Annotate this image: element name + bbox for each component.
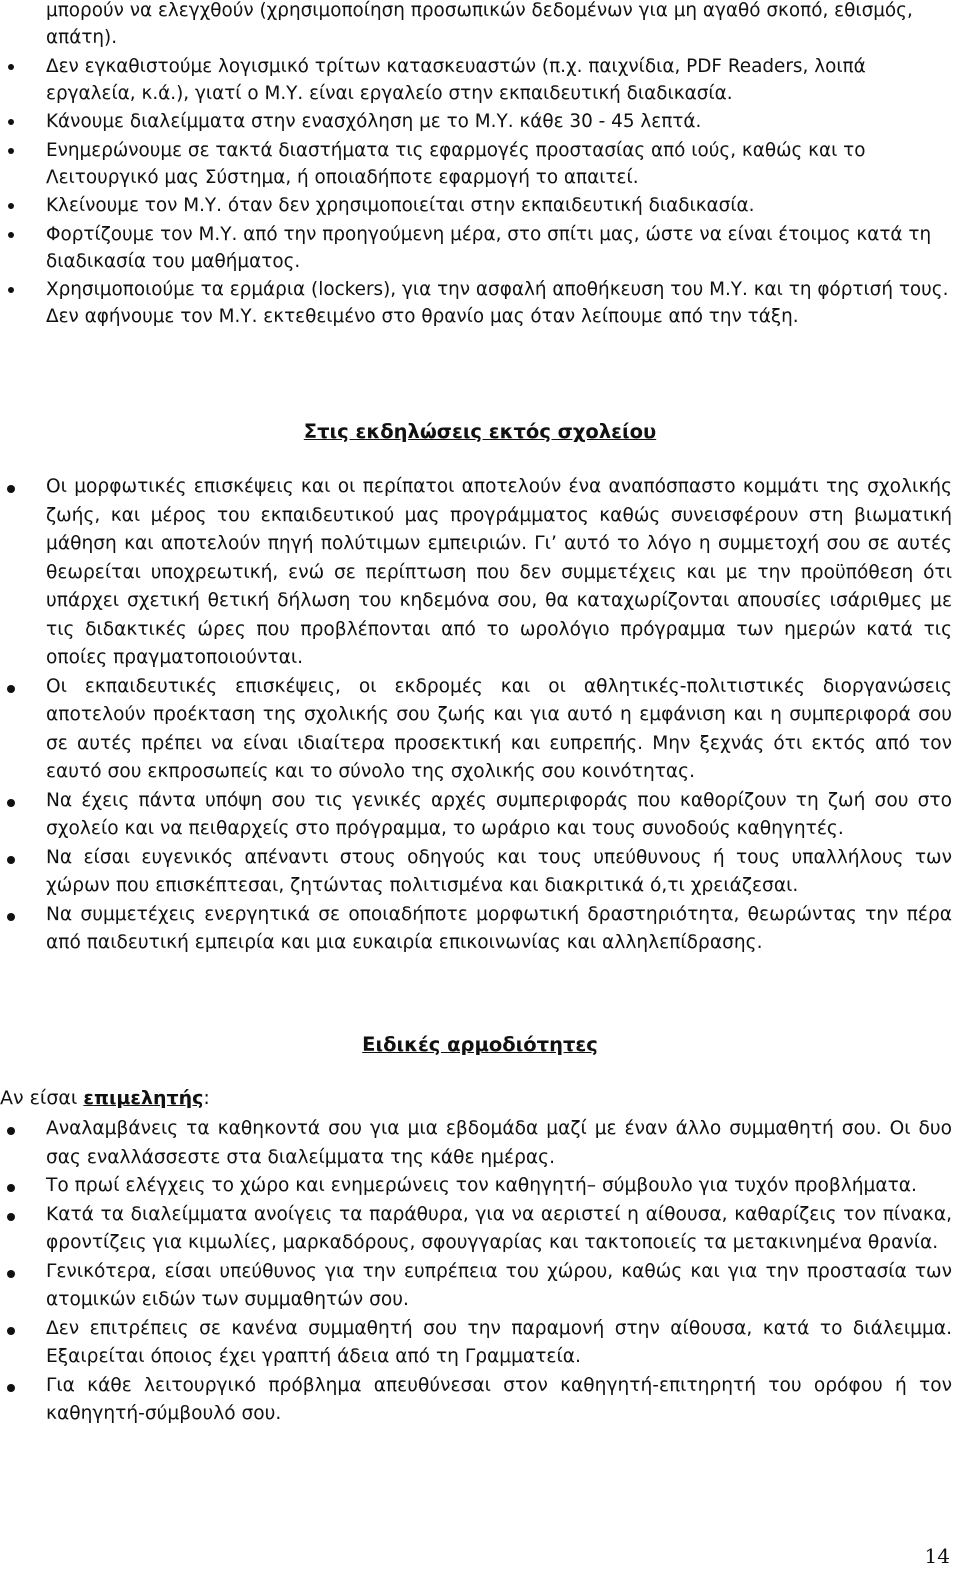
list-item: Φορτίζουμε τον Μ.Υ. από την προηγούμενη μέρα, στο σπίτι μας, ώστε να είναι έτοιμος κατά τη διαδικασία του μαθήματος.	[0, 221, 960, 275]
excursions-list	[0, 473, 960, 958]
list-item: Κάνουμε διαλείμματα στην ενασχόληση με το Μ.Υ. κάθε 30 - 45 λεπτά.	[0, 108, 960, 135]
list-item: Χρησιμοποιούμε τα ερμάρια (lockers), για την ασφαλή αποθήκευση του Μ.Υ. και τη φόρτισή τους. Δεν αφήνουμε τον Μ.Υ. εκτεθειμένο στο θρανίο μας όταν λείπουμε από την τάξη.	[0, 276, 960, 330]
list-item: Να έχεις πάντα υπόψη σου τις γενικές αρχές συμπεριφοράς που καθορίζουν τη ζωή σου στο σχολείο και να πειθαρχείς στο πρόγραμμα, το ωράριο και τους συνοδούς καθηγητές.	[0, 787, 960, 844]
list-item: Οι μορφωτικές επισκέψεις και οι περίπατοι αποτελούν ένα αναπόσπαστο κομμάτι της σχολικής ζωής, και μέρος του εκπαιδευτικού μας προγράμματος καθώς συνεισφέρουν στη βιωματική μάθηση και αποτελούν πηγή πολύτιμων εμπειριών. Γι’ αυτό το λόγο η συμμετοχή σου σε αυτές θεωρείται υποχρεωτική, ενώ σε περίπτωση που δεν συμμετέχεις και με την προϋπόθεση ότι υπάρχει σχετική θετική δήλωση του κηδεμόνα σου, θα καταχωρίζονται απουσίες ισάριθμες με τις διδακτικές ώρες που προβλέπονται από το ωρολόγιο πρόγραμμα των ημερών κατά τις οποίες πραγματοποιούνται.	[0, 473, 960, 673]
duties-list	[0, 1115, 960, 1429]
list-item: Δεν εγκαθιστούμε λογισμικό τρίτων κατασκευαστών (π.χ. παιχνίδια, PDF Readers, λοιπά εργαλεία, κ.ά.), γιατί ο Μ.Υ. είναι εργαλείο στην εκπαιδευτική διαδικασία.	[0, 53, 960, 107]
list-item: Δεν επιτρέπεις σε κανένα συμμαθητή σου την παραμονή στην αίθουσα, κατά το διάλειμμα. Εξαιρείται όποιος έχει γραπτή άδεια από τη Γραμματεία.	[0, 1315, 960, 1372]
intro-role: επιμελητής	[83, 1087, 204, 1109]
list-item: μπορούν να ελεγχθούν (χρησιμοποίηση προσωπικών δεδομένων για μη αγαθό σκοπό, εθισμός, απάτη).	[46, 0, 913, 48]
duties-intro	[0, 1087, 210, 1109]
list-item: Γενικότερα, είσαι υπεύθυνος για την ευπρέπεια του χώρου, καθώς και για την προστασία των ατομικών ειδών των συμμαθητών σου.	[0, 1258, 960, 1315]
rules-list-top	[0, 0, 960, 332]
intro-prefix: Αν είσαι	[0, 1087, 84, 1109]
list-item: Ενημερώνουμε σε τακτά διαστήματα τις εφαρμογές προστασίας από ιούς, καθώς και το Λειτουργικό μας Σύστημα, ή οποιαδήποτε εφαρμογή το απαιτεί.	[0, 137, 960, 191]
list-item: Το πρωί ελέγχεις το χώρο και ενημερώνεις τον καθηγητή– σύμβουλο για τυχόν προβλήματα.	[0, 1172, 960, 1201]
list-item: Κλείνουμε τον Μ.Υ. όταν δεν χρησιμοποιείται στην εκπαιδευτική διαδικασία.	[0, 192, 960, 219]
list-item: Να είσαι ευγενικός απέναντι στους οδηγούς και τους υπεύθυνους ή τους υπαλλήλους των χώρων που επισκέπτεσαι, ζητώντας πολιτισμένα και διακριτικά ό,τι χρειάζεσαι.	[0, 844, 960, 901]
list-item: Κατά τα διαλείμματα ανοίγεις τα παράθυρα, για να αεριστεί η αίθουσα, καθαρίζεις τον πίνακα, φροντίζεις για κιμωλίες, μαρκαδόρους, σφουγγαρίας και τακτοποιείς τα μετακινημένα θρανία.	[0, 1201, 960, 1258]
section-heading-duties: Ειδικές αρμοδιότητες	[362, 1033, 598, 1056]
list-item: Για κάθε λειτουργικό πρόβλημα απευθύνεσαι στον καθηγητή-επιτηρητή του ορόφου ή τον καθηγητή-σύμβουλό σου.	[0, 1372, 960, 1429]
section-heading-excursions: Στις εκδηλώσεις εκτός σχολείου	[303, 420, 657, 443]
list-item: Να συμμετέχεις ενεργητικά σε οποιαδήποτε μορφωτική δραστηριότητα, θεωρώντας την πέρα από παιδευτική εμπειρία και μια ευκαιρία επικοινωνίας και αλληλεπίδρασης.	[0, 901, 960, 958]
page-number: 14	[924, 1544, 950, 1568]
list-item: Αναλαμβάνεις τα καθηκοντά σου για μια εβδομάδα μαζί με έναν άλλο συμμαθητή σου. Οι δυο σας εναλλάσσεστε στα διαλείμματα της κάθε ημέρας.	[0, 1115, 960, 1172]
list-item: Οι εκπαιδευτικές επισκέψεις, οι εκδρομές και οι αθλητικές-πολιτιστικές διοργανώσεις αποτελούν προέκταση της σχολικής σου ζωής και για αυτό η εμφάνιση και η συμπεριφορά σου σε αυτές πρέπει να είναι ιδιαίτερα προσεκτική και ευπρεπής. Μην ξεχνάς ότι εκτός από τον εαυτό σου εκπροσωπείς και το σύνολο της σχολικής σου κοινότητας.	[0, 673, 960, 787]
intro-suffix: :	[203, 1087, 210, 1109]
